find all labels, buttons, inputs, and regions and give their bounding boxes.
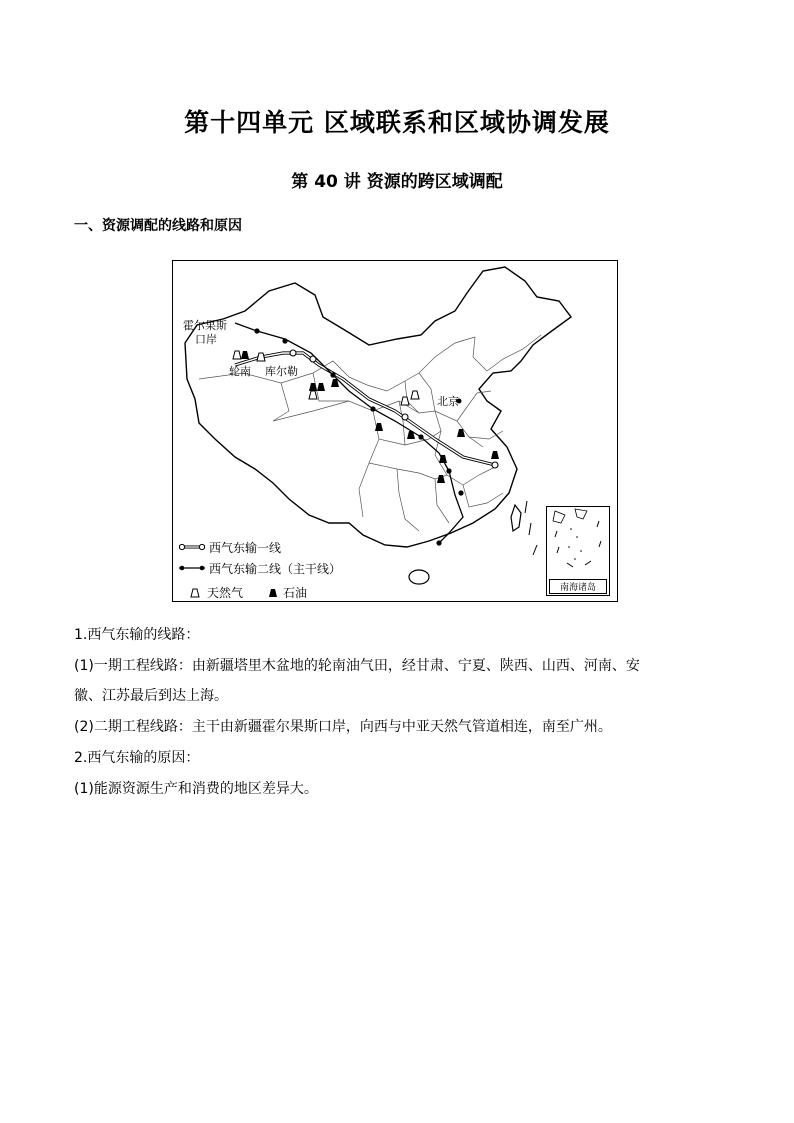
paragraph-1: 1.西气东输的线路： bbox=[74, 627, 200, 643]
south-china-sea-inset bbox=[546, 506, 610, 596]
paragraph-6: (1)能源资源生产和消费的地区差异大。 bbox=[74, 781, 318, 797]
paragraph-5: 2.西气东输的原因： bbox=[74, 750, 200, 766]
label-port: 口岸 bbox=[195, 333, 217, 346]
label-korla: 库尔勒 bbox=[265, 365, 298, 378]
maritime-dashes bbox=[525, 501, 537, 555]
lesson-title: 第 40 讲 资源的跨区域调配 bbox=[291, 172, 503, 192]
legend-gas: 天然气 bbox=[207, 586, 244, 600]
label-horgos: 霍尔果斯 bbox=[183, 319, 227, 332]
paragraph-3: 徽、江苏最后到达上海。 bbox=[74, 688, 228, 704]
legend-oil: 石油 bbox=[283, 586, 308, 600]
china-pipeline-map bbox=[172, 260, 618, 602]
hainan-island bbox=[409, 570, 429, 584]
inset-label: 南海诸岛 bbox=[549, 579, 607, 594]
paragraph-2: (1)一期工程线路：由新疆塔里木盆地的轮南油气田，经甘肃、宁夏、陕西、山西、河南、安 bbox=[74, 658, 640, 674]
paragraph-4: (2)二期工程线路：主干由新疆霍尔果斯口岸，向西与中亚天然气管道相连，南至广州。 bbox=[74, 719, 612, 735]
taiwan-island bbox=[511, 505, 521, 531]
china-outline bbox=[185, 267, 571, 547]
label-beijing: 北京 bbox=[437, 395, 459, 408]
section-title: 一、资源调配的线路和原因 bbox=[74, 218, 242, 234]
unit-title: 第十四单元 区域联系和区域协调发展 bbox=[184, 108, 610, 137]
label-lunnan: 轮南 bbox=[229, 365, 251, 378]
legend-line1: 西气东输一线 bbox=[209, 541, 282, 555]
inset-graphic bbox=[547, 507, 609, 577]
legend-line2: 西气东输二线（主干线） bbox=[209, 562, 342, 576]
